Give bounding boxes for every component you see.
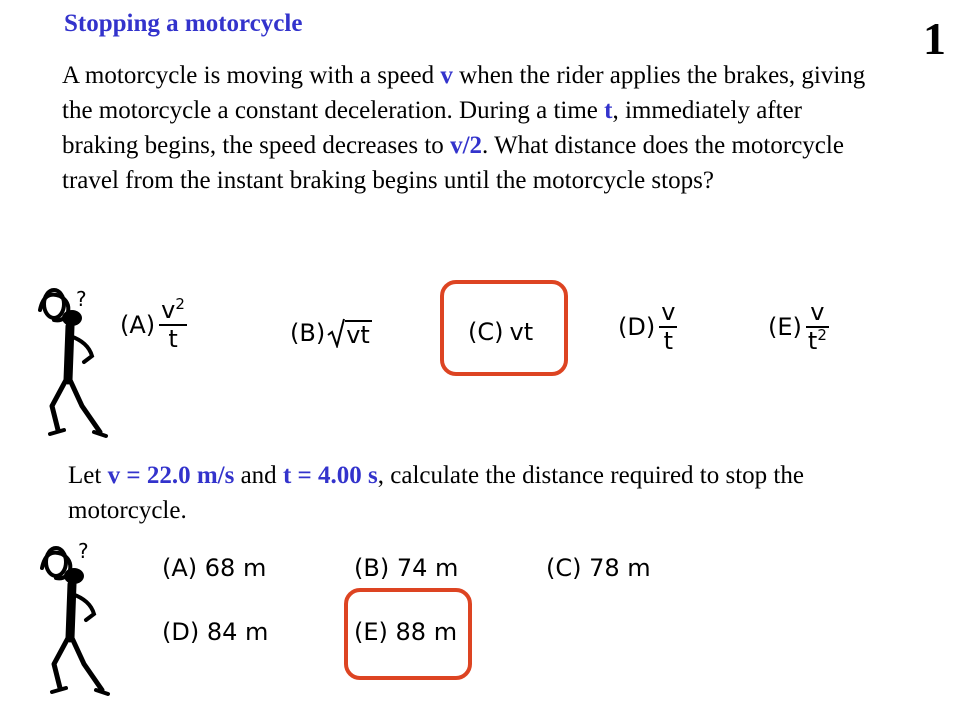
choice-d-num: v: [661, 298, 676, 326]
problem-statement: [62, 58, 882, 198]
choice-d-den: t: [663, 327, 674, 356]
correct-answer-highlight-c: [440, 280, 568, 376]
question2-text-3: , calculate the distance required to stop the motorcycle.: [68, 462, 804, 524]
question2-text-1: Let: [68, 462, 108, 489]
problem-text-2: when the rider applies the brakes, giving the motorcycle a constant deceleration. During a time: [62, 62, 866, 124]
question2-v-value: v = 22.0 m/s: [107, 462, 235, 489]
choice2-d[interactable]: (D) 84 m: [162, 618, 269, 646]
choice2-e[interactable]: (E) 88 m: [354, 618, 458, 646]
choice-a-num-exp: 2: [175, 295, 185, 313]
choice-c-label: (C): [468, 318, 504, 346]
follow-up-question: [68, 458, 898, 528]
choice-b-sqrt: [327, 318, 372, 348]
choice-d[interactable]: [618, 300, 677, 354]
choice-c-expr: vt: [509, 318, 534, 346]
problem-var-t: t: [604, 97, 613, 124]
choice-e-den-exp: 2: [817, 326, 827, 345]
thinking-stick-figure-icon: [30, 280, 110, 440]
problem-var-v-half: v/2: [450, 132, 483, 159]
question-mark: ?: [78, 539, 89, 563]
choice-e-den: t: [807, 327, 818, 356]
choice-e-label: (E): [768, 313, 802, 342]
problem-text-4: . What distance does the motorcycle travel from the instant braking begins until the motorcycle stops?: [62, 132, 844, 194]
choice2-c[interactable]: (C) 78 m: [546, 554, 651, 582]
choice-b-radicand: vt: [346, 320, 370, 349]
choice-a-fraction: [159, 295, 187, 354]
choice-d-label: (D): [618, 313, 656, 342]
choice2-a[interactable]: (A) 68 m: [162, 554, 267, 582]
choice-a-num: v: [161, 296, 176, 324]
slide-title: Stopping a motorcycle: [64, 10, 303, 37]
choice-b[interactable]: [290, 318, 372, 348]
choice-a-label: (A): [120, 311, 156, 340]
correct-answer-highlight-e: [344, 588, 472, 680]
problem-text-3: , immediately after braking begins, the speed decreases to: [62, 97, 802, 159]
choice-b-label: (B): [290, 319, 326, 347]
choice-e-num: v: [810, 298, 825, 326]
choice-e-fraction: [806, 300, 829, 354]
slide-number: 1: [923, 13, 946, 64]
question-mark: ?: [76, 287, 87, 311]
problem-var-v: v: [440, 62, 453, 89]
choice-a-den: t: [168, 325, 178, 354]
question2-text-2: and: [234, 462, 283, 489]
choice2-b[interactable]: (B) 74 m: [354, 554, 459, 582]
choice-d-fraction: [659, 300, 677, 354]
question2-t-value: t = 4.00 s: [282, 462, 378, 489]
problem-text-1: A motorcycle is moving with a speed: [62, 62, 441, 89]
thinking-stick-figure-icon: [32, 538, 112, 698]
choice-e[interactable]: [768, 300, 829, 354]
choice-a[interactable]: [120, 295, 187, 354]
